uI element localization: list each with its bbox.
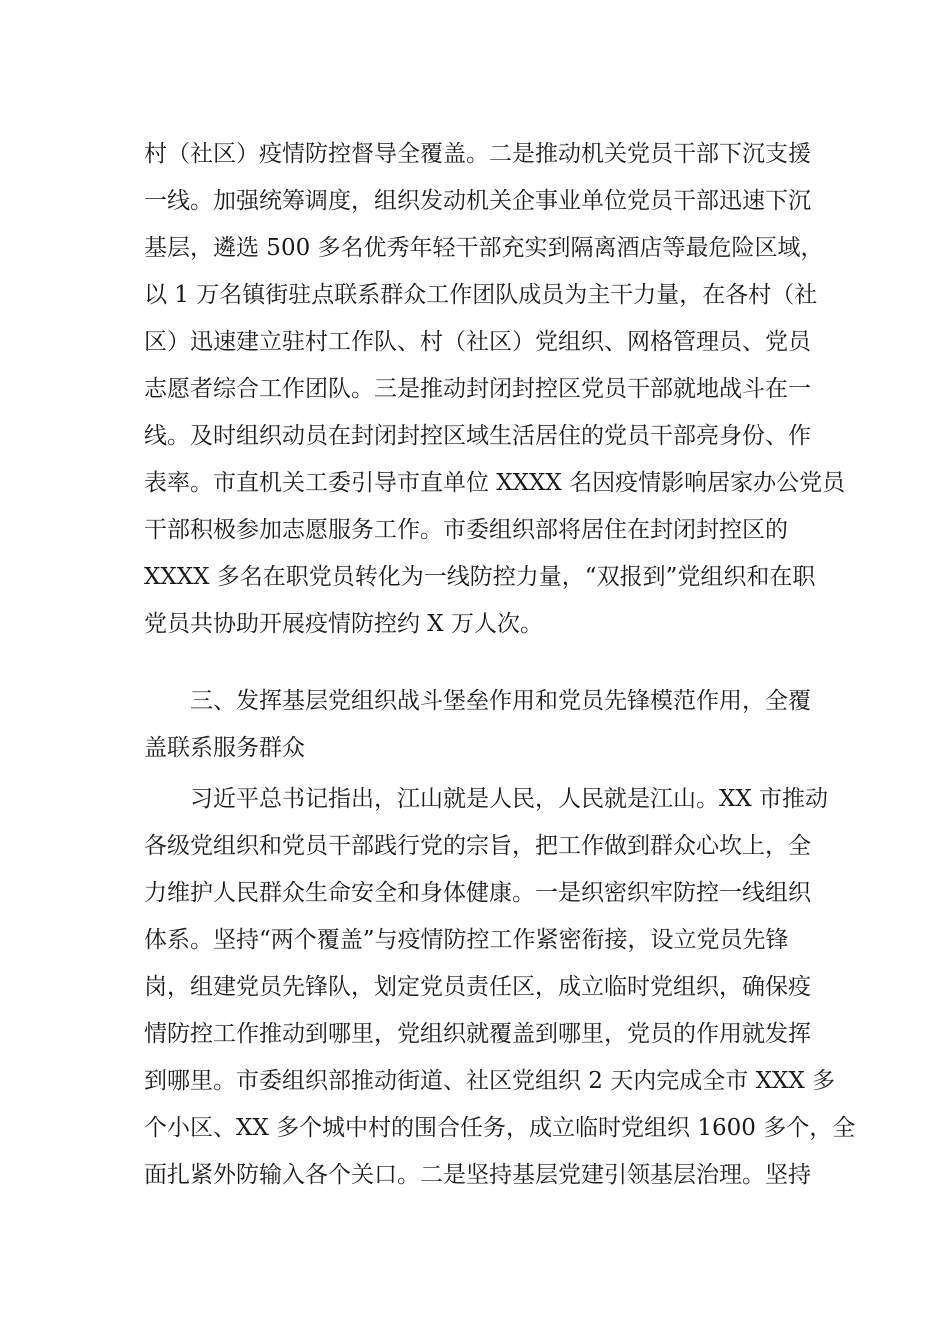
text-line: 村（社区）疫情防控督导全覆盖。二是推动机关党员干部下沉支援: [144, 141, 811, 167]
text-line: 面扎紧外防输入各个关口。二是坚持基层党建引领基层治理。坚持: [144, 1162, 811, 1188]
text-line: 习近平总书记指出，江山就是人民，人民就是江山。XX 市推动: [190, 786, 829, 812]
text-line: 个小区、XX 多个城中村的围合任务，成立临时党组织 1600 多个，全: [144, 1115, 856, 1141]
text-line: 岗，组建党员先锋队，划定党员责任区，成立临时党组织，确保疫: [144, 974, 811, 1000]
text-line: 党员共协助开展疫情防控约 X 万人次。: [144, 611, 543, 637]
text-line: XXXX 多名在职党员转化为一线防控力量，“双报到”党组织和在职: [144, 564, 816, 590]
text-line: 力维护人民群众生命安全和身体健康。一是织密织牢防控一线组织: [144, 880, 811, 906]
text-line: 表率。市直机关工委引导市直单位 XXXX 名因疫情影响居家办公党员: [144, 470, 846, 496]
text-line: 体系。坚持“两个覆盖”与疫情防控工作紧密衔接，设立党员先锋: [144, 927, 789, 953]
text-line: 干部积极参加志愿服务工作。市委组织部将居住在封闭封控区的: [144, 517, 788, 543]
text-line: 一线。加强统筹调度，组织发动机关企事业单位党员干部迅速下沉: [144, 188, 811, 214]
text-line: 区）迅速建立驻村工作队、村（社区）党组织、网格管理员、党员: [144, 329, 811, 355]
section-heading-line: 三、发挥基层党组织战斗堡垒作用和党员先锋模范作用，全覆: [190, 688, 811, 714]
section-heading-line: 盖联系服务群众: [144, 735, 305, 761]
text-line: 基层，遴选 500 多名优秀年轻干部充实到隔离酒店等最危险区域，: [144, 235, 824, 261]
text-line: 线。及时组织动员在封闭封控区域生活居住的党员干部亮身份、作: [144, 423, 811, 449]
text-line: 情防控工作推动到哪里，党组织就覆盖到哪里，党员的作用就发挥: [144, 1021, 811, 1047]
text-line: 以 1 万名镇街驻点联系群众工作团队成员为主干力量，在各村（社: [144, 282, 818, 308]
text-line: 到哪里。市委组织部推动街道、社区党组织 2 天内完成全市 XXX 多: [144, 1068, 835, 1094]
text-line: 各级党组织和党员干部践行党的宗旨，把工作做到群众心坎上，全: [144, 833, 811, 859]
text-line: 志愿者综合工作团队。三是推动封闭封控区党员干部就地战斗在一: [144, 376, 811, 402]
